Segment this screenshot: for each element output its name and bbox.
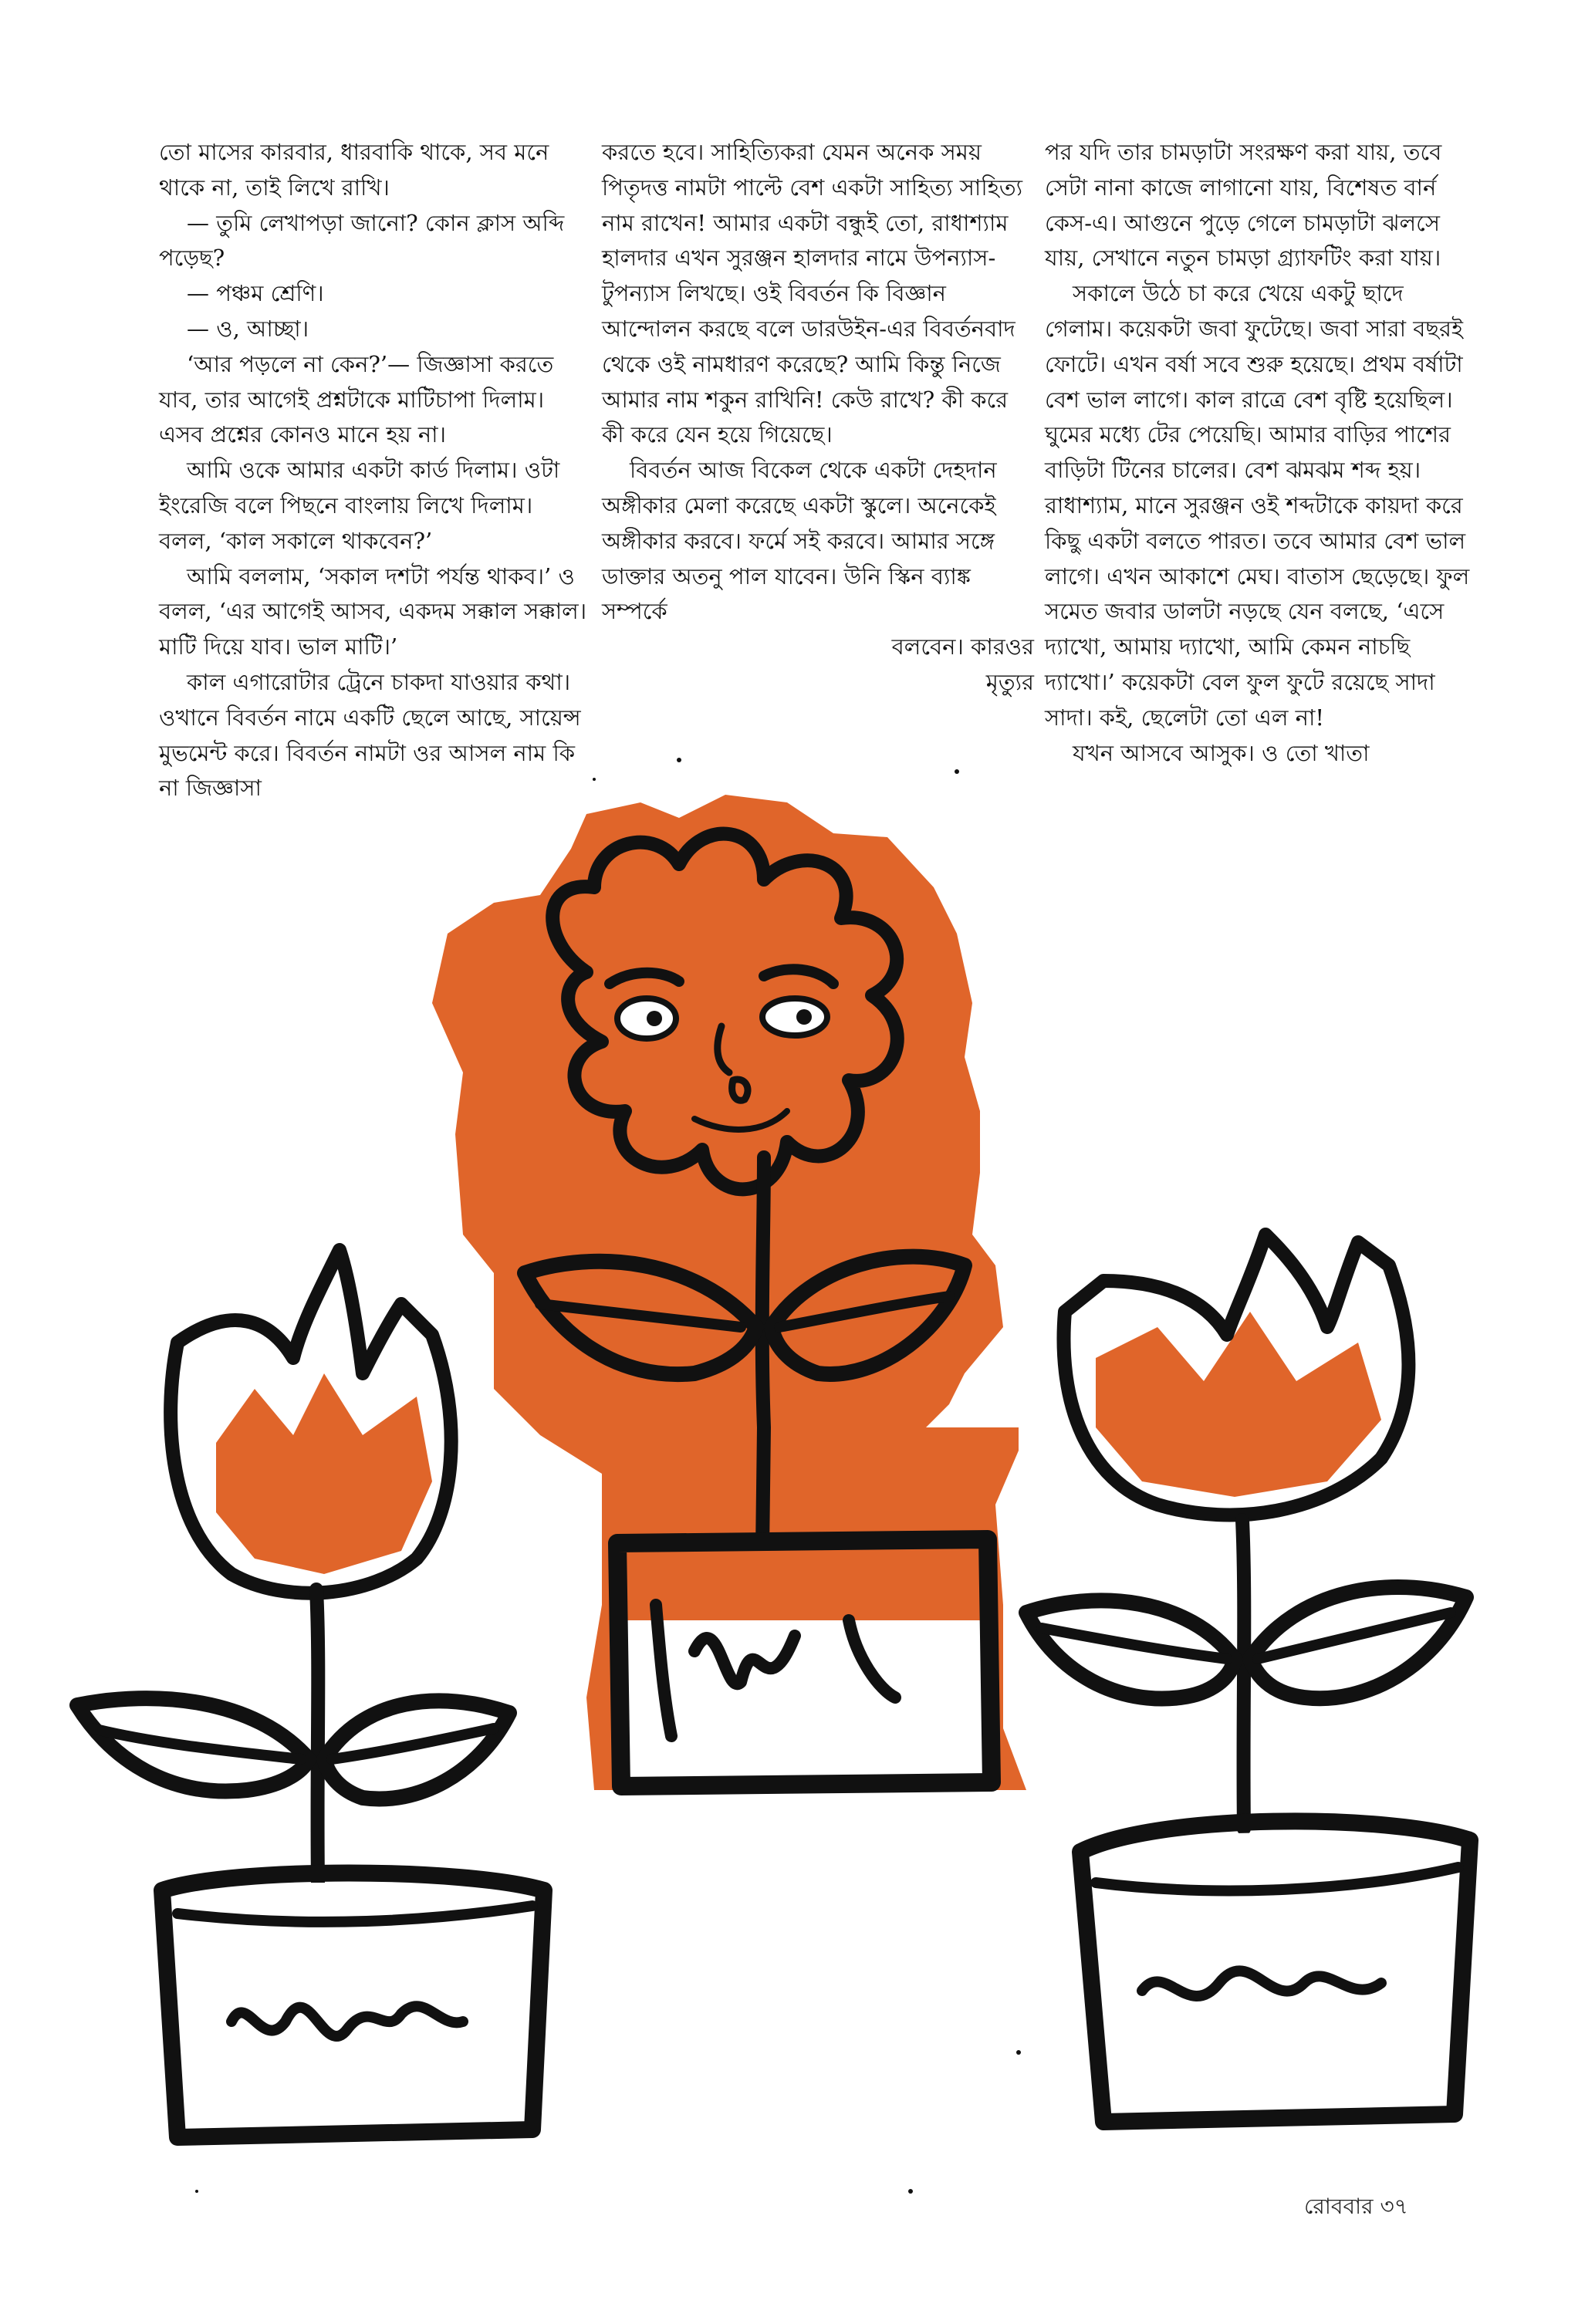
left-tulip-pot: [77, 1242, 544, 2137]
paragraph: বলবেন। কারওর: [891, 633, 1034, 660]
center-flower-with-face: [432, 795, 1026, 1790]
paragraph: বিবর্তন আজ বিকেল থেকে একটা দেহদান অঙ্গীকার মেলা করেছে একটা স্কুলে। অনেকেই অঙ্গীকার করবে। ফর্মে সই করবে। আমার সঙ্গে ডাক্তার অতনু পাল যাবেন। উনি স্কিন ব্যাঙ্ক সম্পর্কে: [602, 457, 997, 625]
paragraph: আমি ওকে আমার একটা কার্ড দিলাম। ওটা ইংরেজি বলে পিছনে বাংলায় লিখে দিলাম। বলল, ‘কাল সকালে থাকবেন?’: [159, 457, 560, 554]
page-footer: রোববার ৩৭: [1304, 2194, 1408, 2219]
paragraph: করতে হবে। সাহিত্যিকরা যেমন অনেক সময় পিতৃদত্ত নামটা পাল্টে বেশ একটা সাহিত্য সাহিত্য নাম রাখেন! আমার একটা বন্ধুই তো, রাধাশ্যাম হালদার এখন সুরঞ্জন হালদার নামে উপন্যাস-টুপন্যাস লিখছে। ওই বিবর্তন কি বিজ্ঞান আন্দোলন করছে বলে ডারউইন-এর বিবর্তনবাদ থেকে ওই নামধারণ করেছে? আমি কিন্তু নিজে আমার নাম শকুন রাখিনি! কেউ রাখে? কী করে কী করে যেন হয়ে গিয়েছে।: [602, 139, 1023, 448]
paragraph: তো মাসের কারবার, ধারবাকি থাকে, সব মনে থাকে না, তাই লিখে রাখি।: [159, 139, 549, 201]
paragraph: মৃত্যুর: [985, 668, 1034, 695]
paragraph: কাল এগারোটার ট্রেনে চাকদা যাওয়ার কথা। ওখানে বিবর্তন নামে একটি ছেলে আছে, সায়েন্স মুভমেন্ট করে। বিবর্তন নামটা ওর আসল নাম কি না জিজ্ঞাসা: [159, 668, 581, 802]
paragraph: পর যদি তার চামড়াটা সংরক্ষণ করা যায়, তবে সেটা নানা কাজে লাগানো যায়, বিশেষত বার্ন কেস-এ। আগুনে পুড়ে গেলে চামড়াটা ঝলসে যায়, সেখানে নতুন চামড়া গ্র্যাফটিং করা যায়।: [1045, 139, 1442, 272]
paragraph: যখন আসবে আসুক। ও তো খাতা: [1073, 739, 1370, 766]
paragraph: সকালে উঠে চা করে খেয়ে একটু ছাদে গেলাম। কয়েকটা জবা ফুটেছে। জবা সারা বছরই ফোটে। এখন বর্ষা সবে শুরু হয়েছে। প্রথম বর্ষাটা বেশ ভাল লাগে। কাল রাত্রে বেশ বৃষ্টি হয়েছিল। ঘুমের মধ্যে টের পেয়েছি। আমার বাড়ির পাশের বাড়িটা টিনের চালের। বেশ ঝমঝম শব্দ হয়। রাধাশ্যাম, মানে সুরঞ্জন ওই শব্দটাকে কায়দা করে কিছু একটা বলতে পারত। তবে আমার বেশ ভাল লাগে। এখন আকাশে মেঘ। বাতাস ছেড়েছে। ফুল সমেত জবার ডালটা নড়ছে যেন বলছে, ‘এসে দ্যাখো, আমায় দ্যাখো, আমি কেমন নাচছি দ্যাখো।’ কয়েকটা বেল ফুল ফুটে রয়েছে সাদা সাদা। কই, ছেলেটা তো এল না!: [1045, 280, 1470, 731]
paragraph: আমি বললাম, ‘সকাল দশটা পর্যন্ত থাকব।’ ও বলল, ‘এর আগেই আসব, একদম সক্কাল সক্কাল। মাটি দিয়ে যাব। ভাল মাটি।’: [159, 562, 587, 660]
paragraph: — তুমি লেখাপড়া জানো? কোন ক্লাস অব্দি পড়েছ?: [159, 209, 565, 272]
paragraph: ‘আর পড়লে না কেন?’— জিজ্ঞাসা করতে যাব, তার আগেই প্রশ্নটাকে মাটিচাপা দিলাম। এসব প্রশ্নের কোনও মানে হয় না।: [159, 350, 554, 448]
paragraph: — ও, আচ্ছা।: [187, 315, 309, 342]
right-tulip-pot: [1026, 1235, 1470, 2122]
paragraph: — পঞ্চম শ্রেণি।: [187, 280, 324, 307]
